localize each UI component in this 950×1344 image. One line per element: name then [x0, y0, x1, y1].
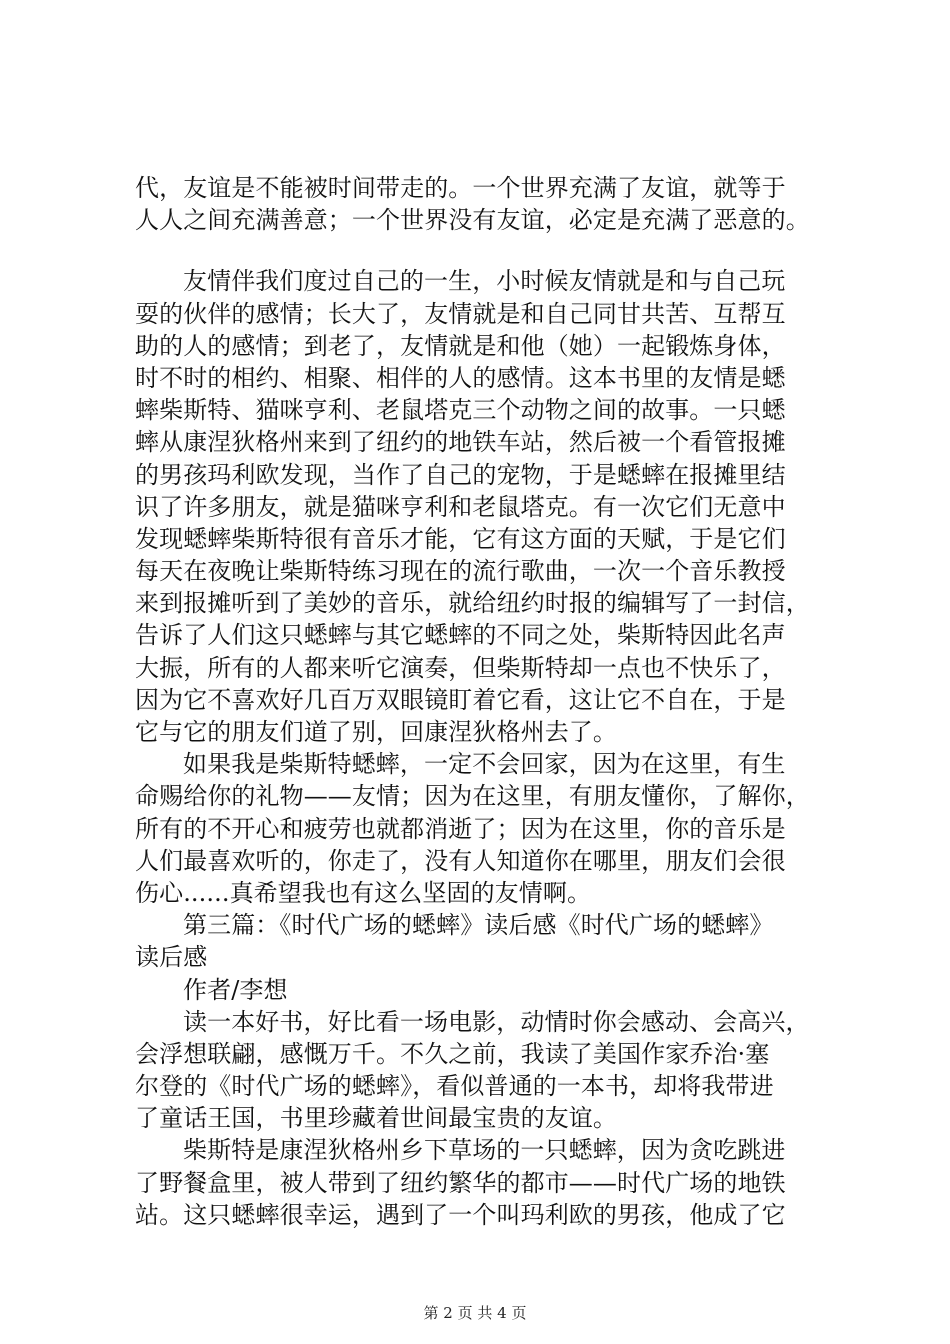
text-line: 助的人的感情；到老了，友情就是和他（她）一起锻炼身体，: [135, 331, 786, 360]
text-line: 发现蟋蟀柴斯特很有音乐才能，它有这方面的天赋，于是它们: [135, 524, 786, 553]
text-line: 友情伴我们度过自己的一生，小时候友情就是和与自己玩: [183, 267, 786, 296]
paragraph-1: [135, 172, 835, 236]
text-line: 人们最喜欢听的，你走了，没有人知道你在哪里，朋友们会很: [135, 846, 786, 875]
paragraph-3: [135, 748, 835, 909]
text-line: 会浮想联翩，感慨万千。不久之前，我读了美国作家乔治·塞: [135, 1039, 770, 1068]
text-line: 来到报摊听到了美妙的音乐，就给纽约时报的编辑写了一封信，: [135, 589, 810, 618]
paragraph-5: [135, 1134, 835, 1231]
page-number: 第 2 页 共 4 页: [423, 1304, 527, 1322]
text-line: 尔登的《时代广场的蟋蟀》，看似普通的一本书，却将我带进: [135, 1072, 774, 1101]
paragraph-gap: [135, 236, 835, 265]
text-line: 读一本好书，好比看一场电影，动情时你会感动、会高兴，: [183, 1007, 810, 1036]
paragraph-2: [135, 265, 835, 748]
text-line: 代，友谊是不能被时间带走的。一个世界充满了友谊，就等于: [135, 174, 786, 202]
text-line: 所有的不开心和疲劳也就都消逝了；因为在这里，你的音乐是: [135, 814, 786, 843]
text-line: 每天在夜晚让柴斯特练习现在的流行歌曲，一次一个音乐教授: [135, 557, 786, 586]
document-body: [135, 172, 835, 1231]
section-heading: [135, 909, 835, 973]
text-line: 大振，所有的人都来听它演奏，但柴斯特却一点也不快乐了，: [135, 653, 786, 682]
heading-line: 第三篇：《时代广场的蟋蟀》读后感《时代广场的蟋蟀》: [183, 911, 774, 940]
paragraph-4: [135, 1006, 835, 1135]
text-line: 了童话王国，书里珍藏着世间最宝贵的友谊。: [135, 1104, 617, 1133]
text-line: 时不时的相约、相聚、相伴的人的感情。这本书里的友情是蟋: [135, 363, 786, 392]
author-line: 作者/李想: [183, 975, 288, 1004]
text-line: 人人之间充满善意；一个世界没有友谊，必定是充满了恶意的。: [135, 206, 810, 235]
heading-line: 读后感: [135, 943, 208, 972]
text-line: 站。这只蟋蟀很幸运，遇到了一个叫玛利欧的男孩，他成了它: [135, 1200, 786, 1229]
text-line: 告诉了人们这只蟋蟀与其它蟋蟀的不同之处，柴斯特因此名声: [135, 621, 786, 650]
text-line: 如果我是柴斯特蟋蟀，一定不会回家，因为在这里，有生: [183, 750, 786, 779]
text-line: 伤心......真希望我也有这么坚固的友情啊。: [135, 878, 592, 907]
text-line: 了野餐盒里，被人带到了纽约繁华的都市——时代广场的地铁: [135, 1168, 786, 1197]
text-line: 因为它不喜欢好几百万双眼镜盯着它看，这让它不自在，于是: [135, 685, 786, 714]
page-footer: [0, 1302, 950, 1323]
text-line: 蟀柴斯特、猫咪亨利、老鼠塔克三个动物之间的故事。一只蟋: [135, 396, 786, 425]
text-line: 柴斯特是康涅狄格州乡下草场的一只蟋蟀，因为贪吃跳进: [183, 1136, 786, 1165]
text-line: 蟀从康涅狄格州来到了纽约的地铁车站，然后被一个看管报摊: [135, 428, 786, 457]
text-line: 它与它的朋友们道了别，回康涅狄格州去了。: [135, 718, 617, 746]
text-line: 命赐给你的礼物——友情；因为在这里，有朋友懂你，了解你，: [135, 782, 810, 811]
text-line: 的男孩玛利欧发现，当作了自己的宠物，于是蟋蟀在报摊里结: [135, 460, 786, 489]
text-line: 耍的伙伴的感情；长大了，友情就是和自己同甘共苦、互帮互: [135, 299, 786, 328]
text-line: 识了许多朋友，就是猫咪亨利和老鼠塔克。有一次它们无意中: [135, 492, 786, 521]
